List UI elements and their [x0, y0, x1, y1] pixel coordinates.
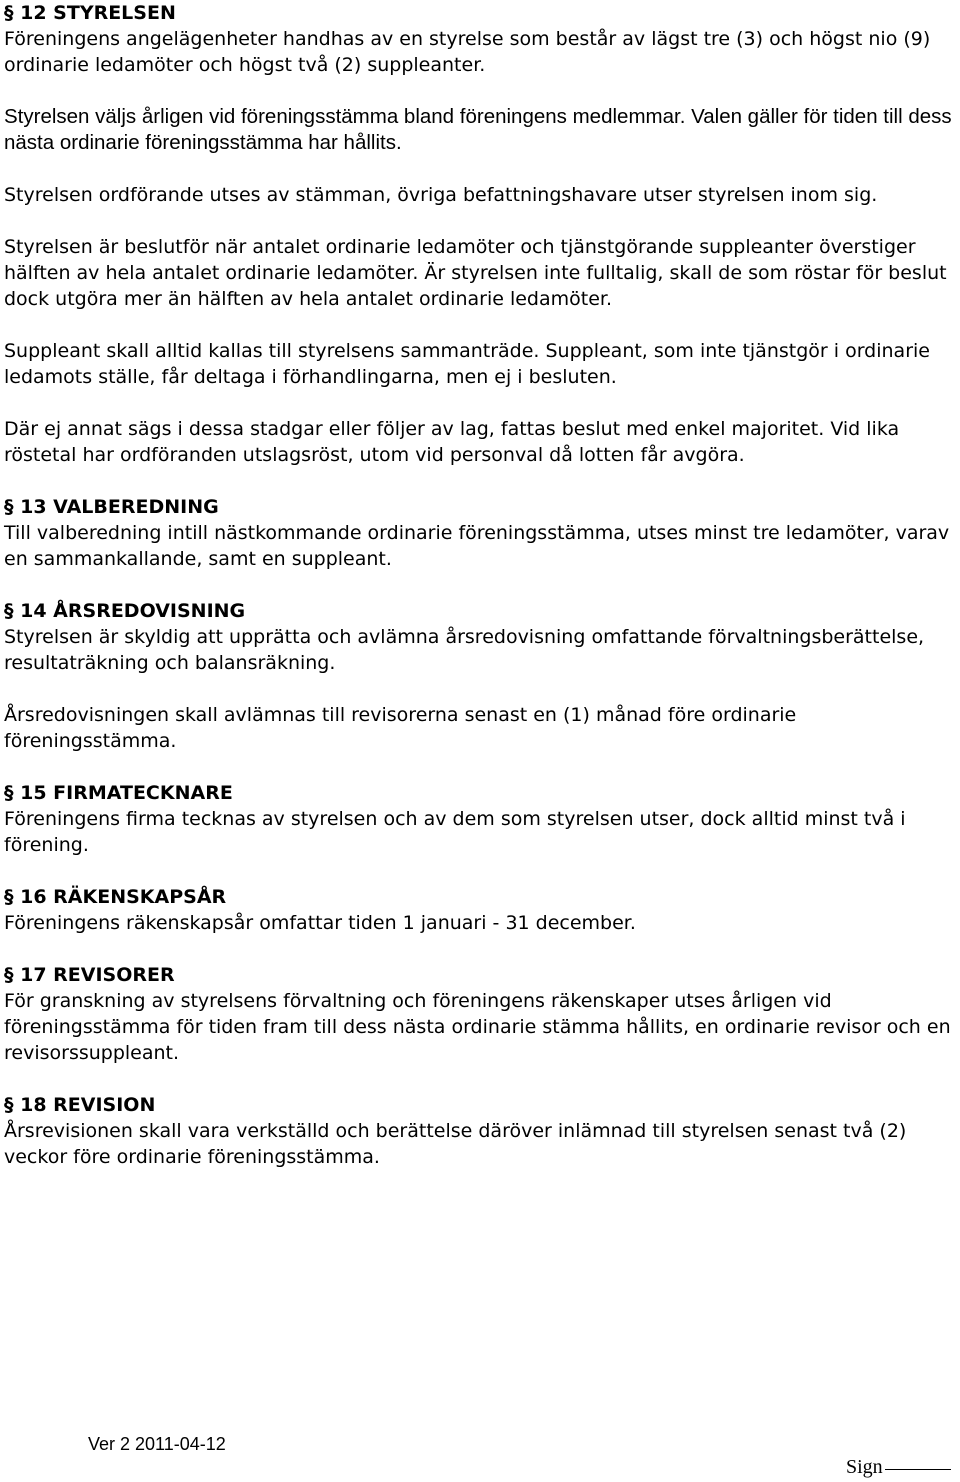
section-18-revision [4, 1092, 954, 1170]
signature-label: Sign [846, 1456, 883, 1478]
section-16-rakenskapsar [4, 884, 954, 936]
document-page [4, 0, 954, 1196]
section-heading: § 18 REVISION [4, 1094, 156, 1116]
section-heading: § 16 RÄKENSKAPSÅR [4, 886, 227, 908]
paragraph: Suppleant skall alltid kallas till styrelsens sammanträde. Suppleant, som inte tjänstgör i ordinarie ledamots ställe, får deltaga i förhandlingarna, men ej i besluten. [4, 340, 930, 388]
section-heading: § 14 ÅRSREDOVISNING [4, 600, 246, 622]
section-heading: § 17 REVISORER [4, 964, 175, 986]
paragraph: Föreningens firma tecknas av styrelsen och av dem som styrelsen utser, dock alltid minst två i förening. [4, 808, 906, 856]
paragraph: För granskning av styrelsens förvaltning och föreningens räkenskaper utses årligen vid föreningsstämma för tiden fram till dess nästa ordinarie stämma hållits, en ordinarie revisor och en revisorssuppleant. [4, 990, 951, 1064]
footer-signature [846, 1454, 951, 1480]
paragraph: Föreningens räkenskapsår omfattar tiden 1 januari - 31 december. [4, 912, 636, 934]
signature-line [885, 1469, 951, 1470]
paragraph: Till valberedning intill nästkommande ordinarie föreningsstämma, utses minst tre ledamöter, varav en sammankallande, samt en suppleant. [4, 522, 950, 570]
paragraph: Föreningens angelägenheter handhas av en styrelse som består av lägst tre (3) och högst nio (9) ordinarie ledamöter och högst två (2) suppleanter. [4, 28, 931, 76]
section-heading: § 12 STYRELSEN [4, 2, 176, 24]
section-heading: § 13 VALBEREDNING [4, 496, 219, 518]
footer-version: Ver 2 2011-04-12 [88, 1434, 226, 1454]
paragraph: Styrelsen ordförande utses av stämman, övriga befattningshavare utser styrelsen inom sig. [4, 184, 878, 206]
paragraph: Styrelsen är beslutför när antalet ordinarie ledamöter och tjänstgörande suppleanter överstiger hälften av hela antalet ordinarie ledamöter. Är styrelsen inte fulltalig, skall de som röstar för beslut dock utgöra mer än hälften av hela antalet ordinarie ledamöter. [4, 236, 947, 310]
paragraph: Styrelsen är skyldig att upprätta och avlämna årsredovisning omfattande förvaltningsberättelse, resultaträkning och balansräkning. [4, 626, 925, 674]
paragraph: Årsrevisionen skall vara verkställd och berättelse däröver inlämnad till styrelsen senast två (2) veckor före ordinarie föreningsstämma. [4, 1120, 907, 1168]
section-15-firmatecknare [4, 780, 954, 858]
section-heading: § 15 FIRMATECKNARE [4, 782, 233, 804]
paragraph: Styrelsen väljs årligen vid föreningsstämma bland föreningens medlemmar. Valen gäller för tiden till dess nästa ordinarie föreningsstämma har hållits. [4, 105, 952, 154]
section-12-styrelsen [4, 0, 954, 468]
paragraph: Där ej annat sägs i dessa stadgar eller följer av lag, fattas beslut med enkel majoritet. Vid lika röstetal har ordföranden utslagsröst, utom vid personval då lotten får avgöra. [4, 418, 900, 466]
section-14-arsredovisning [4, 598, 954, 754]
section-17-revisorer [4, 962, 954, 1066]
section-13-valberedning [4, 494, 954, 572]
paragraph: Årsredovisningen skall avlämnas till revisorerna senast en (1) månad före ordinarie föreningsstämma. [4, 704, 797, 752]
